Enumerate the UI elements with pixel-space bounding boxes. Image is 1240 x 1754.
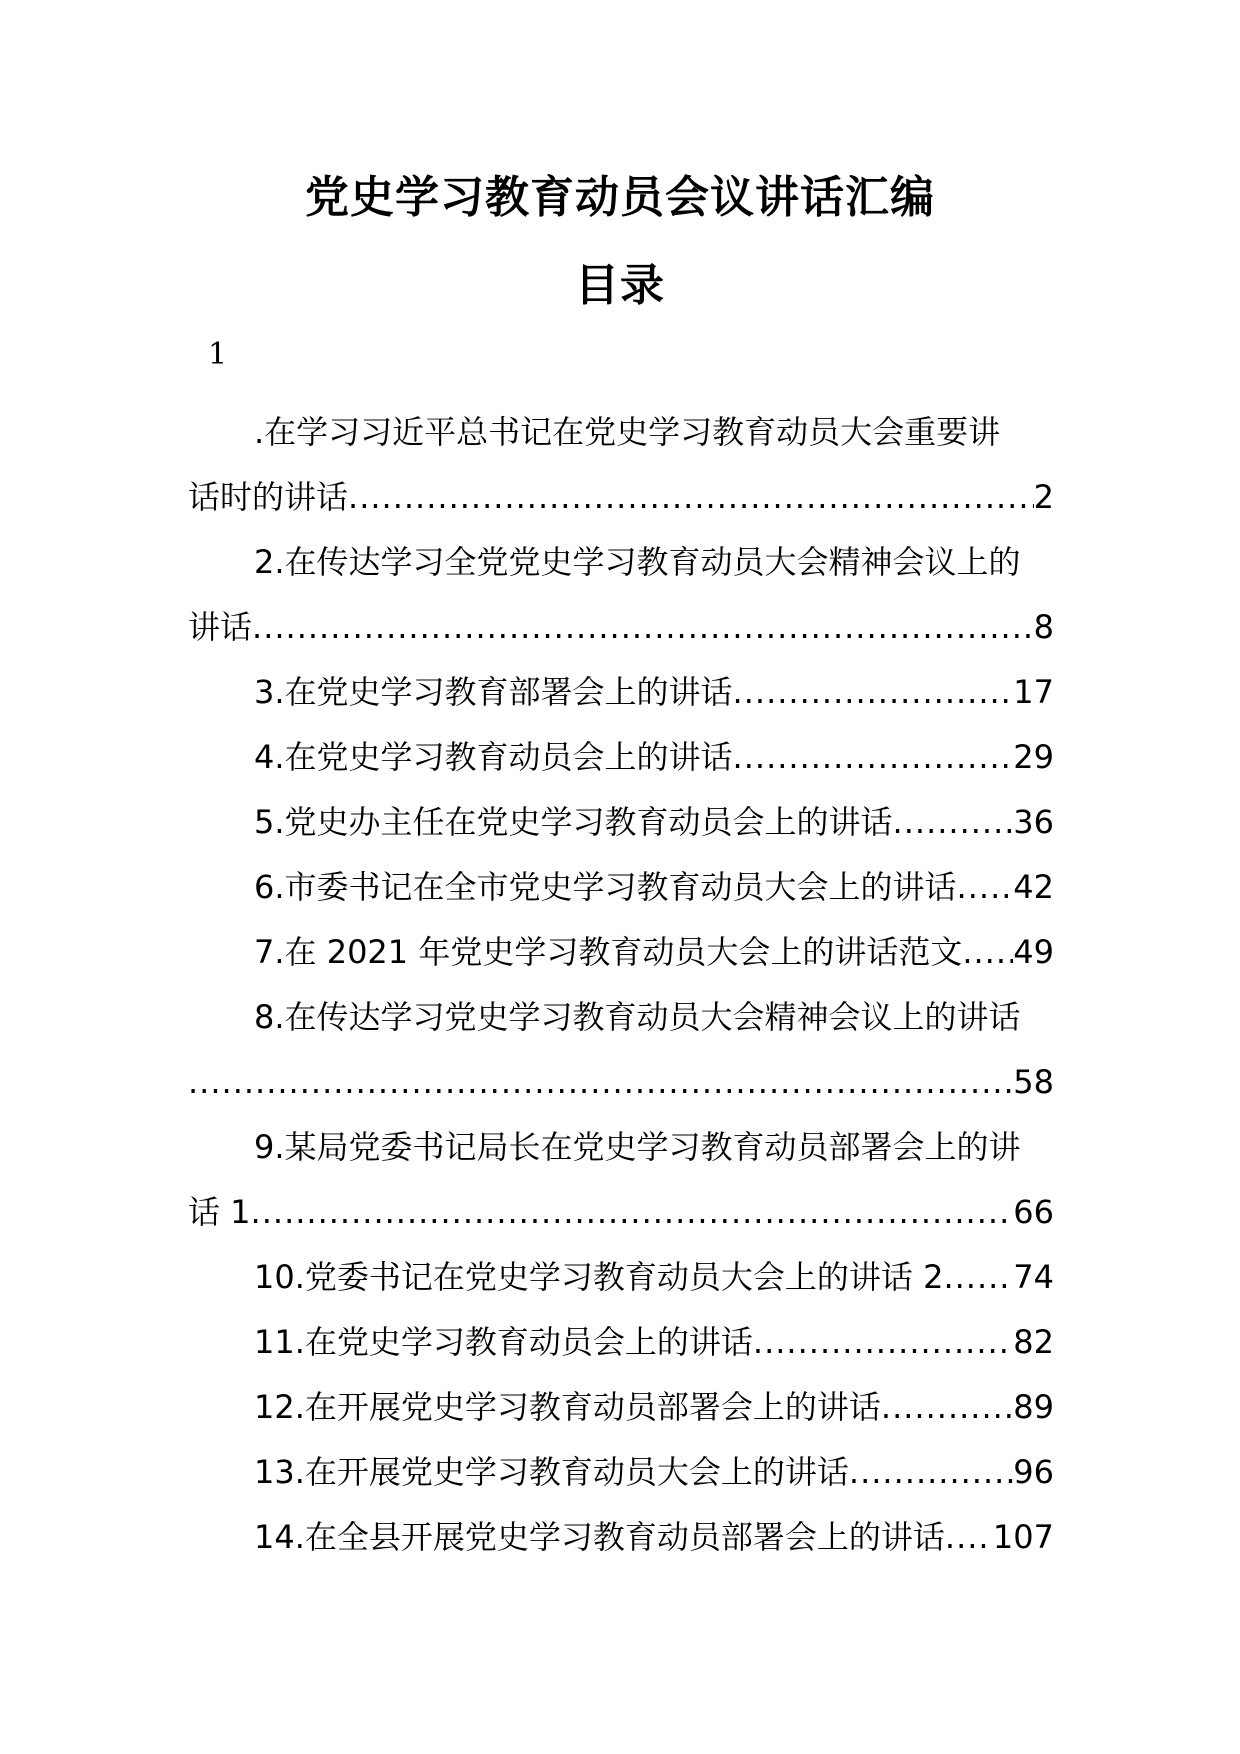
toc-entry[interactable] [188, 1310, 1054, 1375]
toc-entry-title: 2.在传达学习全党党史学习教育动员大会精神会议上的 [254, 543, 1021, 581]
toc-entry-page: 29 [1013, 738, 1054, 776]
toc-entry-page: 2 [1033, 478, 1054, 516]
toc-entry-title-continuation: 话时的讲话 [188, 478, 349, 516]
toc-entry[interactable] [188, 530, 1054, 660]
toc-entry-title: 6.市委书记在全市党史学习教育动员大会上的讲话 [254, 868, 957, 906]
toc-leader-dots [943, 1245, 1013, 1310]
toc-entry-page: 96 [1013, 1453, 1054, 1491]
toc-entry-page: 36 [1013, 803, 1054, 841]
toc-entry[interactable] [188, 920, 1054, 985]
toc-entry-title: .在学习习近平总书记在党史学习教育动员大会重要讲 [254, 413, 1001, 451]
toc-entry-page: 58 [1013, 1063, 1054, 1101]
toc-entry-title: 9.某局党委书记局长在党史学习教育动员部署会上的讲 [254, 1128, 1021, 1166]
toc-leader-dots [881, 1375, 1013, 1440]
toc-entry-title: 10.党委书记在党史学习教育动员大会上的讲话 2 [254, 1258, 944, 1296]
toc-entry-page: 107 [992, 1518, 1054, 1556]
toc-leader-dots [893, 790, 1014, 855]
toc-entry[interactable] [188, 790, 1054, 855]
toc-leader-dots [957, 855, 1014, 920]
toc-entry-title: 12.在开展党史学习教育动员部署会上的讲话 [254, 1388, 881, 1426]
toc-entry-title: 5.党史办主任在党史学习教育动员会上的讲话 [254, 803, 893, 841]
toc-entry[interactable] [188, 985, 1054, 1115]
toc-entry[interactable] [188, 725, 1054, 790]
toc-entry-page: 74 [1013, 1258, 1054, 1296]
toc-entry-title-continuation: 讲话 [188, 608, 253, 646]
toc-leader-dots [252, 595, 1034, 660]
toc-heading: 目录 [575, 260, 665, 311]
toc-entry-title: 4.在党史学习教育动员会上的讲话 [254, 738, 733, 776]
page-number-marker: 1 [208, 337, 228, 372]
document-title: 党史学习教育动员会议讲话汇编 [305, 172, 935, 223]
toc-entry-page: 8 [1033, 608, 1054, 646]
toc-leader-dots [733, 725, 1014, 790]
toc-entry-title: 8.在传达学习党史学习教育动员大会精神会议上的讲话 [254, 998, 1021, 1036]
toc-entry-title: 3.在党史学习教育部署会上的讲话 [254, 673, 733, 711]
table-of-contents [188, 400, 1054, 1570]
toc-entry[interactable] [188, 1375, 1054, 1440]
toc-leader-dots [733, 660, 1014, 725]
toc-leader-dots [753, 1310, 1013, 1375]
toc-entry-title: 14.在全县开展党史学习教育动员部署会上的讲话 [254, 1518, 945, 1556]
toc-leader-dots [849, 1440, 1013, 1505]
toc-entry-page: 49 [1013, 933, 1054, 971]
toc-leader-dots [251, 1180, 1014, 1245]
toc-entry[interactable] [188, 400, 1054, 530]
toc-leader-dots [188, 1050, 1013, 1115]
toc-entry-page: 66 [1013, 1193, 1054, 1231]
toc-entry-title: 11.在党史学习教育动员会上的讲话 [254, 1323, 753, 1361]
toc-entry[interactable] [188, 855, 1054, 920]
toc-leader-dots [348, 465, 1034, 530]
toc-entry[interactable] [188, 1115, 1054, 1245]
toc-leader-dots [945, 1505, 993, 1570]
toc-entry[interactable] [188, 1440, 1054, 1505]
toc-entry[interactable] [188, 1245, 1054, 1310]
toc-entry[interactable] [188, 660, 1054, 725]
toc-entry-page: 42 [1013, 868, 1054, 906]
toc-entry-page: 82 [1013, 1323, 1054, 1361]
toc-entry-title: 7.在 2021 年党史学习教育动员大会上的讲话范文 [254, 933, 963, 971]
toc-entry-title-continuation: 话 1 [188, 1193, 251, 1231]
toc-entry-page: 89 [1013, 1388, 1054, 1426]
toc-leader-dots [962, 920, 1013, 985]
toc-entry-title: 13.在开展党史学习教育动员大会上的讲话 [254, 1453, 849, 1491]
toc-entry-page: 17 [1013, 673, 1054, 711]
toc-entry[interactable] [188, 1505, 1054, 1570]
